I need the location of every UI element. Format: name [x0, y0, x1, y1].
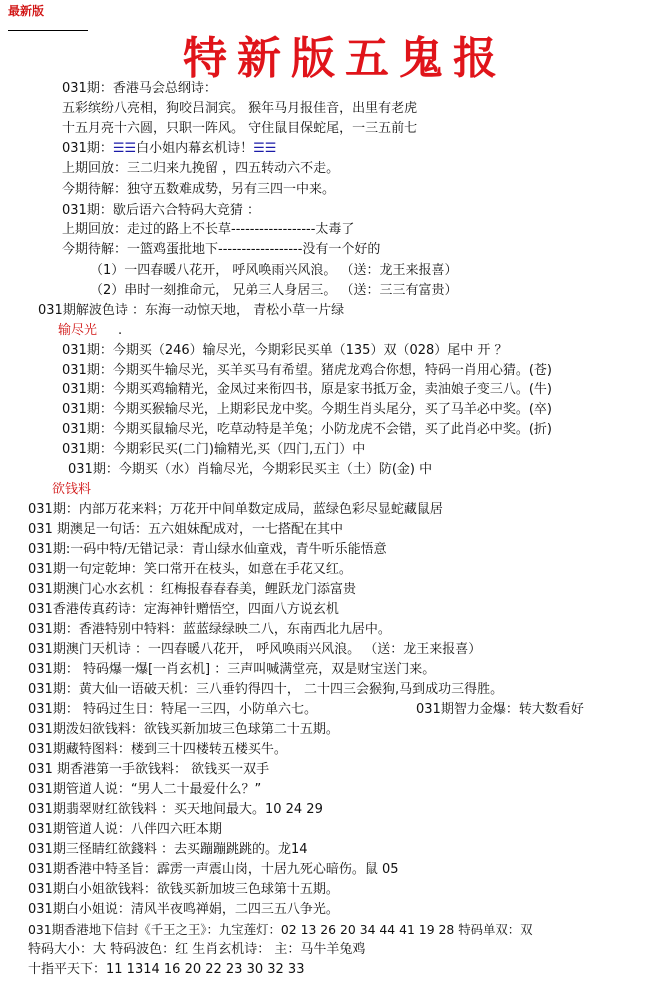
text-line: 031期：今期买（246）输尽光，今期彩民买单（135）双（028）尾中 开 ？: [62, 343, 508, 358]
text-line: 031期：歇后语六合特码大竞猜 ：: [62, 203, 260, 218]
text-line: 031期香港中特圣旨：霹雳一声震山岗，十居九死心暗伤。鼠 05: [28, 862, 399, 877]
text-line: 031期：今期买（水）肖输尽光，今期彩民买主（土）防(金) 中: [68, 462, 433, 477]
text-line: 031期泼妇欲钱料：欲钱买新加坡三色球第二十五期。: [28, 722, 339, 737]
text-line: 031期：香港马会总纲诗：: [62, 81, 217, 96]
text-line: 031期智力金爆：转大数看好: [416, 702, 584, 717]
text-line: 031香港传真药诗：定海神针赠悟空，四面八方说玄机: [28, 602, 339, 617]
text-line: 031期：今期买鸡输精光，金凤过来衔四书，原是家书抵万金，卖油娘子变三八。(牛): [62, 382, 552, 397]
text-line: 上期回放：三二归来九挽留 ，四五转动六不走。: [62, 161, 340, 176]
text-line: [62, 140, 276, 158]
text-line: 031期:一码中特/无错记录：青山绿水仙童戏，青牛听乐能悟意: [28, 542, 387, 557]
section-heading-shujin: 输尽光: [58, 323, 98, 338]
trigram-mark-right: ☰☰: [253, 141, 277, 156]
trigram-mark-left: ☰☰: [112, 141, 137, 156]
text-line: 今期待解：独守五数难成势，另有三四一中来。: [62, 182, 336, 197]
text-line: 031期：内部万花来料；万花开中间单数定成局，蓝绿色彩尽显蛇藏鼠居: [28, 502, 443, 517]
text-line: 031期管道人说：“男人二十最爱什么？”: [28, 782, 262, 797]
page-title: 特新版五鬼报: [183, 33, 507, 84]
text-line: 031期香港地下信封《千王之王》：九宝莲灯：02 13 26 20 34 44 41 19 28 特码单双：双: [28, 922, 533, 937]
text-line: 031期澳门心水玄机 ：红梅报春春春美，鲤跃龙门添富贵: [28, 582, 356, 597]
text-line: 特码大小：大 特码波色：红 生肖玄机诗： 主：马牛羊兔鸡: [28, 942, 366, 957]
text-line: 031期管道人说：八伴四六旺本期: [28, 822, 222, 837]
text-line: 031期： 特码过生日：特尾一三四，小防单六七。: [28, 702, 317, 717]
text-line: 十指平天下：11 1314 16 20 22 23 30 32 33: [28, 962, 305, 977]
text-line: 031期藏特图料：楼到三十四楼转五楼买牛。: [28, 742, 287, 757]
text-line: 031期白小姐欲钱料：欲钱买新加坡三色球第十五期。: [28, 882, 339, 897]
text-line: 031期：今期买牛输尽光，买羊买马有希望。猪虎龙鸡合你想，特码一肖用心猜。(苍): [62, 363, 552, 378]
text-line: 031期：今期买猴输尽光，上期彩民龙中奖。今期生肖头尾分，买了马羊必中奖。(卒): [62, 402, 552, 417]
text-line: 031期：香港特别中特料：蓝蓝绿绿映二八，东南西北九居中。: [28, 622, 391, 637]
text-line: 031期一句定乾坤：笑口常开在枝头，如意在手花又红。: [28, 562, 352, 577]
text-line: 031期澳门天机诗 ：一四春暖八花开， 呼风唤雨兴风浪。 （送：龙王来报喜）: [28, 642, 482, 657]
text-line: 031期解波色诗 ：东海一动惊天地， 青松小草一片绿: [38, 303, 345, 318]
bai-xiaojie-title: 白小姐内幕玄机诗！: [136, 141, 254, 156]
period-label: 031期：: [62, 141, 113, 156]
text-line: 031期三怪睛红欲錢料 ：去买蹦蹦跳跳的。龙14: [28, 842, 308, 857]
text-line: 031期：今期彩民买(二门)输精光,买（四门,五门）中: [62, 442, 366, 457]
text-line: （1）一四春暖八花开， 呼风唤雨兴风浪。 （送：龙王来报喜）: [90, 263, 458, 278]
badge: 最新版: [8, 4, 45, 18]
text-line: 五彩缤纷八亮相，狗咬吕洞宾。 猴年马月报佳音，出里有老虎: [62, 101, 418, 116]
text-line: （2）串时一刻推命元， 兄弟三人身居三。 （送：三三有富贵）: [90, 283, 458, 298]
text-line: 031期：黄大仙一语破天机：三八垂钓得四十， 二十四三会猴狗,马到成功三得胜。: [28, 682, 504, 697]
section-heading-yuqian: 欲钱料: [52, 482, 92, 497]
text-line: 031期： 特码爆一爆[一肖玄机] ：三声叫喊满堂亮，双是财宝送门来。: [28, 662, 436, 677]
text-line: 031 期香港第一手欲钱料： 欲钱买一双手: [28, 762, 270, 777]
text-line: 031期：今期买鼠输尽光，吃草动特是羊兔；小防龙虎不会错，买了此肖必中奖。(折): [62, 422, 552, 437]
text-line: 今期待解：一篮鸡蛋批地下------------------没有一个好的: [62, 242, 381, 257]
text-line: 031期白小姐说：清风半夜鸣禅娟，二四三五八争光。: [28, 902, 339, 917]
text-line: 十五月亮十六圆，只职一阵风。 守住鼠目保蛇尾，一三五前七: [62, 121, 418, 136]
text-line: 上期回放：走过的路上不长草------------------太毒了: [62, 222, 355, 237]
text-line: 031期翡翠财红欲钱料 ：买天地间最大。10 24 29: [28, 802, 323, 817]
dot: .: [118, 323, 123, 338]
text-line: 031 期澳足一句话：五六姐妹配成对，一七搭配在其中: [28, 522, 343, 537]
